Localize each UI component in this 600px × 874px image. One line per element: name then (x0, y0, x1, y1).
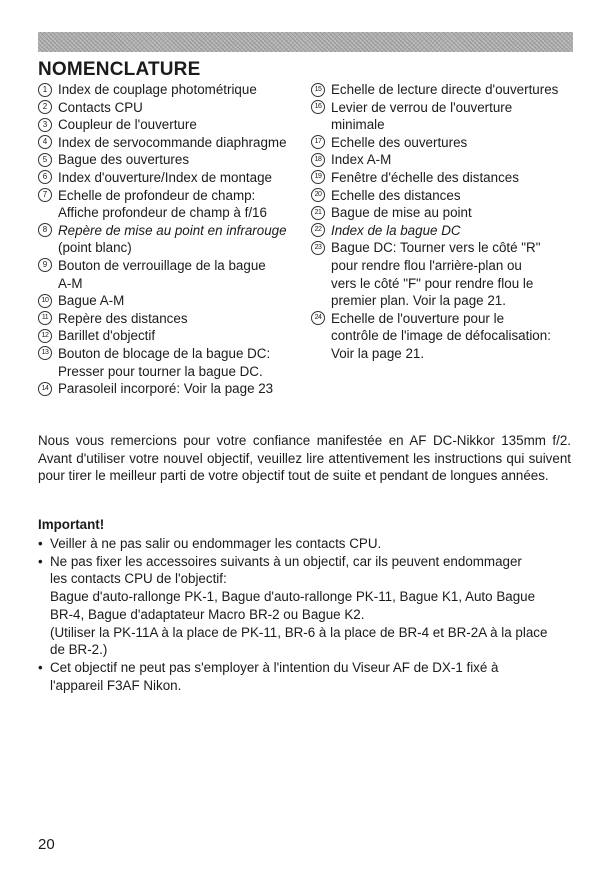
nomenclature-item (38, 99, 304, 117)
nomenclature-item (311, 81, 579, 99)
important-item (38, 659, 571, 694)
important-item-line: les contacts CPU de l'objectif: (50, 571, 227, 587)
bullet-icon: • (38, 659, 43, 675)
item-text-line: Bague DC: Tourner vers le côté "R" (331, 240, 541, 256)
nomenclature-item (38, 187, 304, 222)
nomenclature-item (38, 345, 304, 380)
item-text (58, 380, 273, 398)
nomenclature-item (38, 81, 304, 99)
item-number-badge: 5 (38, 153, 52, 167)
item-text-line: Index d'ouverture/Index de montage (58, 169, 272, 185)
nomenclature-item (38, 292, 304, 310)
item-text-line: Bouton de blocage de la bague DC: (58, 345, 271, 361)
item-number-badge: 14 (38, 382, 52, 396)
intro-paragraph: Nous vous remercions pour votre confiance manifestée en AF DC-Nikkor 135mm f/2. Avant d'utiliser votre nouvel objectif, veuillez lire attentivement les instructions qui suivent pour tirer le meilleur parti de votre objectif tout de suite et pendant de longues années. (38, 433, 571, 484)
item-text-line: Coupleur de l'ouverture (58, 117, 197, 133)
item-text-line: Presser pour tourner la bague DC. (58, 363, 263, 379)
item-text (58, 310, 188, 328)
bullet-icon: • (38, 553, 43, 569)
item-text-line: Index A-M (331, 152, 392, 168)
item-text-line: (point blanc) (58, 240, 132, 256)
item-number-badge: 10 (38, 294, 52, 308)
item-text (331, 169, 519, 187)
item-text-line: Bague de mise au point (331, 205, 472, 221)
bullet-icon: • (38, 536, 43, 551)
nomenclature-item (38, 327, 304, 345)
item-number-badge: 22 (311, 223, 325, 237)
item-number-badge: 4 (38, 135, 52, 149)
item-number-badge: 7 (38, 188, 52, 202)
item-number-badge: 12 (38, 329, 52, 343)
item-text-line: pour rendre flou l'arrière-plan ou (331, 257, 522, 273)
item-text-line: vers le côté "F" pour rendre flou le (331, 275, 534, 291)
item-text-line: Bague des ouvertures (58, 152, 190, 168)
item-text-line: Echelle de l'ouverture pour le (331, 310, 505, 326)
item-text-line: Parasoleil incorporé: Voir la page 23 (58, 381, 274, 397)
important-item-line: l'appareil F3AF Nikon. (50, 677, 182, 693)
item-text-line: Fenêtre d'échelle des distances (331, 169, 519, 185)
item-text-line: Echelle de lecture directe d'ouvertures (331, 82, 559, 97)
item-number-badge: 17 (311, 135, 325, 149)
nomenclature-item (38, 257, 304, 292)
item-text-line: Index de la bague DC (331, 222, 461, 238)
nomenclature-item (311, 151, 579, 169)
item-text-line: Echelle des distances (331, 187, 461, 203)
nomenclature-left-column (38, 81, 304, 398)
nomenclature-item (311, 204, 579, 222)
important-item-line: Bague d'auto-rallonge PK-1, Bague d'auto-rallonge PK-11, Bague K1, Auto Bague (50, 589, 536, 605)
item-number-badge: 2 (38, 100, 52, 114)
nomenclature-item (311, 134, 579, 152)
item-text (331, 99, 512, 134)
item-number-badge: 8 (38, 223, 52, 237)
important-item (38, 553, 571, 659)
item-number-badge: 23 (311, 241, 325, 255)
important-item-line: BR-4, Bague d'adaptateur Macro BR-2 ou Bague K2. (50, 606, 365, 622)
item-text (331, 151, 391, 169)
important-item (38, 535, 571, 553)
item-text (58, 81, 257, 99)
item-text-line: Echelle des ouvertures (331, 134, 468, 150)
item-text-line: Index de servocommande diaphragme (58, 134, 287, 150)
item-text-line: Barillet d'objectif (58, 328, 156, 344)
nomenclature-item (311, 99, 579, 134)
nomenclature-item (311, 169, 579, 187)
nomenclature-item (38, 151, 304, 169)
item-text-line: Echelle de profondeur de champ: (58, 187, 256, 203)
important-item-line: Veiller à ne pas salir ou endommager les contacts CPU. (50, 536, 382, 551)
item-number-badge: 21 (311, 206, 325, 220)
item-number-badge: 6 (38, 170, 52, 184)
item-number-badge: 1 (38, 83, 52, 97)
item-text (331, 204, 472, 222)
item-number-badge: 16 (311, 100, 325, 114)
item-text-line: premier plan. Voir la page 21. (331, 293, 506, 309)
important-item-line: de BR-2.) (50, 642, 108, 658)
item-text (58, 257, 266, 292)
page-number: 20 (38, 836, 55, 853)
item-text (58, 134, 287, 152)
item-text (58, 169, 272, 187)
item-number-badge: 18 (311, 153, 325, 167)
page-title: NOMENCLATURE (38, 59, 201, 80)
item-number-badge: 19 (311, 170, 325, 184)
nomenclature-item (38, 134, 304, 152)
item-text (331, 134, 467, 152)
important-item-line: Cet objectif ne peut pas s'employer à l'intention du Viseur AF de DX-1 fixé à (50, 659, 499, 675)
nomenclature-item (311, 239, 579, 309)
item-text-line: Repère de mise au point en infrarouge (58, 222, 287, 238)
item-text (58, 99, 143, 117)
item-text-line: Affiche profondeur de champ à f/16 (58, 205, 267, 221)
item-text-line: minimale (331, 117, 385, 133)
important-item-line: (Utiliser la PK-11A à la place de PK-11, BR-6 à la place de BR-4 et BR-2A à la place (50, 624, 548, 640)
nomenclature-right-column (311, 81, 579, 363)
item-text-line: Bouton de verrouillage de la bague (58, 257, 266, 273)
item-text (331, 222, 461, 240)
item-text-line: Contacts CPU (58, 99, 143, 115)
item-number-badge: 13 (38, 346, 52, 360)
item-text (58, 222, 287, 257)
item-text (331, 310, 551, 363)
item-text-line: Voir la page 21. (331, 345, 425, 361)
item-text (331, 187, 461, 205)
item-text-line: Index de couplage photométrique (58, 82, 257, 97)
nomenclature-item (311, 310, 579, 363)
item-text (331, 81, 558, 99)
nomenclature-item (38, 222, 304, 257)
item-text (331, 239, 540, 309)
item-text (58, 151, 189, 169)
nomenclature-item (38, 380, 304, 398)
item-number-badge: 3 (38, 118, 52, 132)
item-number-badge: 24 (311, 311, 325, 325)
important-list (38, 535, 571, 694)
item-text (58, 327, 155, 345)
item-text-line: Bague A-M (58, 293, 125, 309)
item-text (58, 116, 197, 134)
item-text-line: A-M (58, 275, 83, 291)
item-text (58, 292, 124, 310)
item-number-badge: 11 (38, 311, 52, 325)
item-number-badge: 15 (311, 83, 325, 97)
item-number-badge: 9 (38, 258, 52, 272)
important-item-line: Ne pas fixer les accessoires suivants à un objectif, car ils peuvent endommager (50, 553, 522, 569)
item-text-line: contrôle de l'image de défocalisation: (331, 328, 551, 344)
nomenclature-item (38, 169, 304, 187)
header-bar (38, 32, 573, 52)
item-text (58, 345, 270, 380)
nomenclature-item (311, 187, 579, 205)
nomenclature-item (311, 222, 579, 240)
nomenclature-item (38, 310, 304, 328)
item-number-badge: 20 (311, 188, 325, 202)
important-heading: Important! (38, 517, 105, 532)
item-text-line: Levier de verrou de l'ouverture (331, 99, 513, 115)
nomenclature-item (38, 116, 304, 134)
item-text-line: Repère des distances (58, 310, 188, 326)
item-text (58, 187, 267, 222)
